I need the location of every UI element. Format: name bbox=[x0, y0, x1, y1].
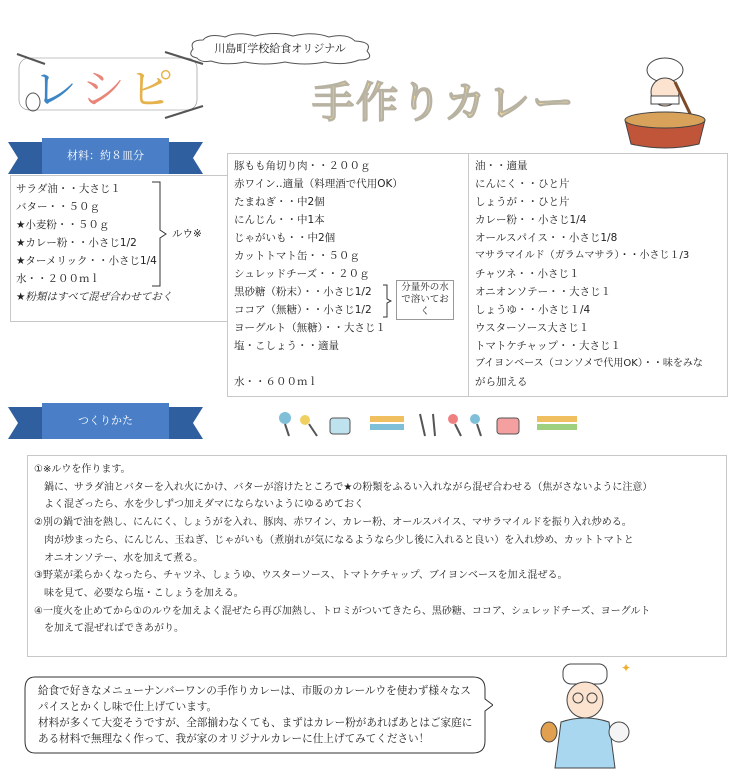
ingredient-line: 油・・適量 bbox=[475, 160, 528, 172]
ingredient-line: たまねぎ・・中2個 bbox=[234, 196, 325, 208]
ingredient-line: しょうゆ・・小さじ１/4 bbox=[475, 304, 591, 316]
ingredient-line: がら加える bbox=[475, 376, 528, 388]
school-label: 川島町学校給食オリジナル bbox=[214, 42, 346, 55]
message-line: 給食で好きなメニューナンバーワンの手作りカレーは、市販のカレールウを使わず様々なス bbox=[38, 685, 471, 697]
roux-bracket bbox=[150, 180, 170, 288]
chef-illustration bbox=[535, 660, 635, 770]
ingredient-line: ブイヨンベース（コンソメで代用OK）・・味をみな bbox=[475, 358, 703, 369]
step-line: 鍋に、サラダ油とバターを入れ火にかけ、バターが溶けたところで★の粉類をふるい入れながら混ぜ合わせる（焦がさないように注意） bbox=[34, 481, 653, 493]
chef-cooking-illustration bbox=[615, 52, 715, 152]
roux-ingredients-box bbox=[10, 175, 230, 322]
ingredient-line: 黒砂糖（粉末）・・小さじ1/2 bbox=[234, 286, 372, 298]
ingredient-line: カレー粉・・小さじ1/4 bbox=[475, 214, 587, 226]
ingredient-line: オールスパイス・・小さじ1/8 bbox=[475, 232, 618, 244]
step-line: ③野菜が柔らかくなったら、チャツネ、しょうゆ、ウスターソース、トマトケチャップ、ブイヨンベースを加え混ぜる。 bbox=[34, 570, 568, 582]
message-text bbox=[38, 683, 484, 747]
ingredient-line: にんにく・・ひと片 bbox=[475, 178, 570, 190]
ingredient-line: じゃがいも・・中2個 bbox=[234, 232, 336, 244]
mix-bracket bbox=[382, 284, 392, 318]
ingredient-line: バター・・５０ｇ bbox=[16, 201, 100, 213]
ingredient-line: マサラマイルド（ガラムマサラ）・・小さじ１/3 bbox=[475, 250, 690, 261]
message-line: 材料が多くて大変そうですが、全部揃わなくても、まずはカレー粉があればあとはご家庭に bbox=[38, 717, 473, 729]
materials-label: 材料：約８皿分 bbox=[67, 149, 144, 162]
message-line: ある材料で無理なく作って、我が家のオリジナルカレーに仕上げてみてください！ bbox=[38, 733, 430, 745]
ingredient-line: ★小麦粉・・５０ｇ bbox=[16, 219, 110, 231]
ingredient-line: ★カレー粉・・小さじ1/2 bbox=[16, 237, 137, 249]
ingredient-line: チャツネ・・小さじ１ bbox=[475, 268, 580, 280]
method-steps-box bbox=[27, 455, 727, 657]
ingredient-line: オニオンソテー・・大さじ１ bbox=[475, 286, 612, 298]
message-line: パイスとかくし味で仕上げています。 bbox=[38, 701, 218, 713]
ingredient-line: ウスターソース大さじ１ bbox=[475, 322, 590, 334]
ingredient-line: 赤ワイン‥適量（料理酒で代用OK） bbox=[234, 178, 403, 190]
ingredient-line: 豚もも角切り肉・・２００ｇ bbox=[234, 160, 371, 172]
ingredient-line: 水・・６００ｍｌ bbox=[234, 376, 318, 388]
ingredient-line: しょうが・・ひと片 bbox=[475, 196, 570, 208]
ingredient-line: ヨーグルト（無糖）・・大さじ１ bbox=[234, 322, 386, 334]
svg-text:✦: ✦ bbox=[621, 661, 632, 675]
main-ingredients-box bbox=[227, 153, 469, 397]
ingredient-line: ココア（無糖）・・小さじ1/2 bbox=[234, 304, 372, 316]
ingredient-line: シュレッドチーズ・・２０ｇ bbox=[234, 268, 370, 280]
step-line: を加えて混ぜればできあがり。 bbox=[34, 623, 184, 635]
ingredient-line: トマトケチャップ・・大さじ１ bbox=[475, 340, 622, 352]
step-line: ②別の鍋で油を熱し、にんにく、しょうがを入れ、豚肉、赤ワイン、カレー粉、オールスパイス、マサラマイルドを振り入れ炒める。 bbox=[34, 517, 632, 529]
ingredient-line: カットトマト缶・・５０ｇ bbox=[234, 250, 360, 262]
ingredient-line: ★ターメリック・・小さじ1/4 bbox=[16, 255, 157, 267]
step-line: ①※ルウを作ります。 bbox=[34, 464, 131, 475]
step-line: オニオンソテー、水を加えて煮る。 bbox=[34, 552, 204, 564]
ingredient-line: にんじん・・中1本 bbox=[234, 214, 325, 226]
ingredient-note: ★粉類はすべて混ぜ合わせておく bbox=[16, 291, 173, 303]
svg-text:レ: レ bbox=[33, 64, 77, 115]
svg-text:シ: シ bbox=[81, 64, 125, 115]
svg-text:ピ: ピ bbox=[129, 64, 173, 115]
roux-label: ルウ※ bbox=[172, 228, 202, 240]
page-title: 手作りカレー bbox=[312, 78, 577, 127]
step-line: 味を見て、必要なら塩・こしょうを加える。 bbox=[34, 587, 244, 599]
recipe-logo bbox=[15, 50, 205, 120]
ingredient-line bbox=[234, 355, 468, 373]
ingredient-line: 塩・こしょう・・適量 bbox=[234, 340, 339, 352]
method-label: つくりかた bbox=[78, 414, 133, 427]
step-line: ④一度火を止めてから①のルウを加えよく混ぜたら再び加熱し、トロミがついてきたら、黒砂糖、ココア、シュレッドチーズ、ヨーグルト bbox=[34, 605, 651, 617]
step-line: 肉が炒まったら、にんじん、玉ねぎ、じゃがいも（煮崩れが気になるようなら少し後に入れると良い）を入れ炒め、カットトマトと bbox=[34, 534, 634, 546]
dissolve-note: 分量外の水で溶いておく bbox=[396, 280, 454, 320]
seasoning-box bbox=[468, 153, 728, 397]
utensils-illustration bbox=[275, 410, 585, 438]
ingredient-line: 水・・２００ｍｌ bbox=[16, 273, 100, 285]
ingredient-line: サラダ油・・大さじ１ bbox=[16, 183, 121, 195]
step-line: よく混ざったら、水を少しずつ加えダマにならないようにゆるめておく bbox=[34, 499, 364, 511]
